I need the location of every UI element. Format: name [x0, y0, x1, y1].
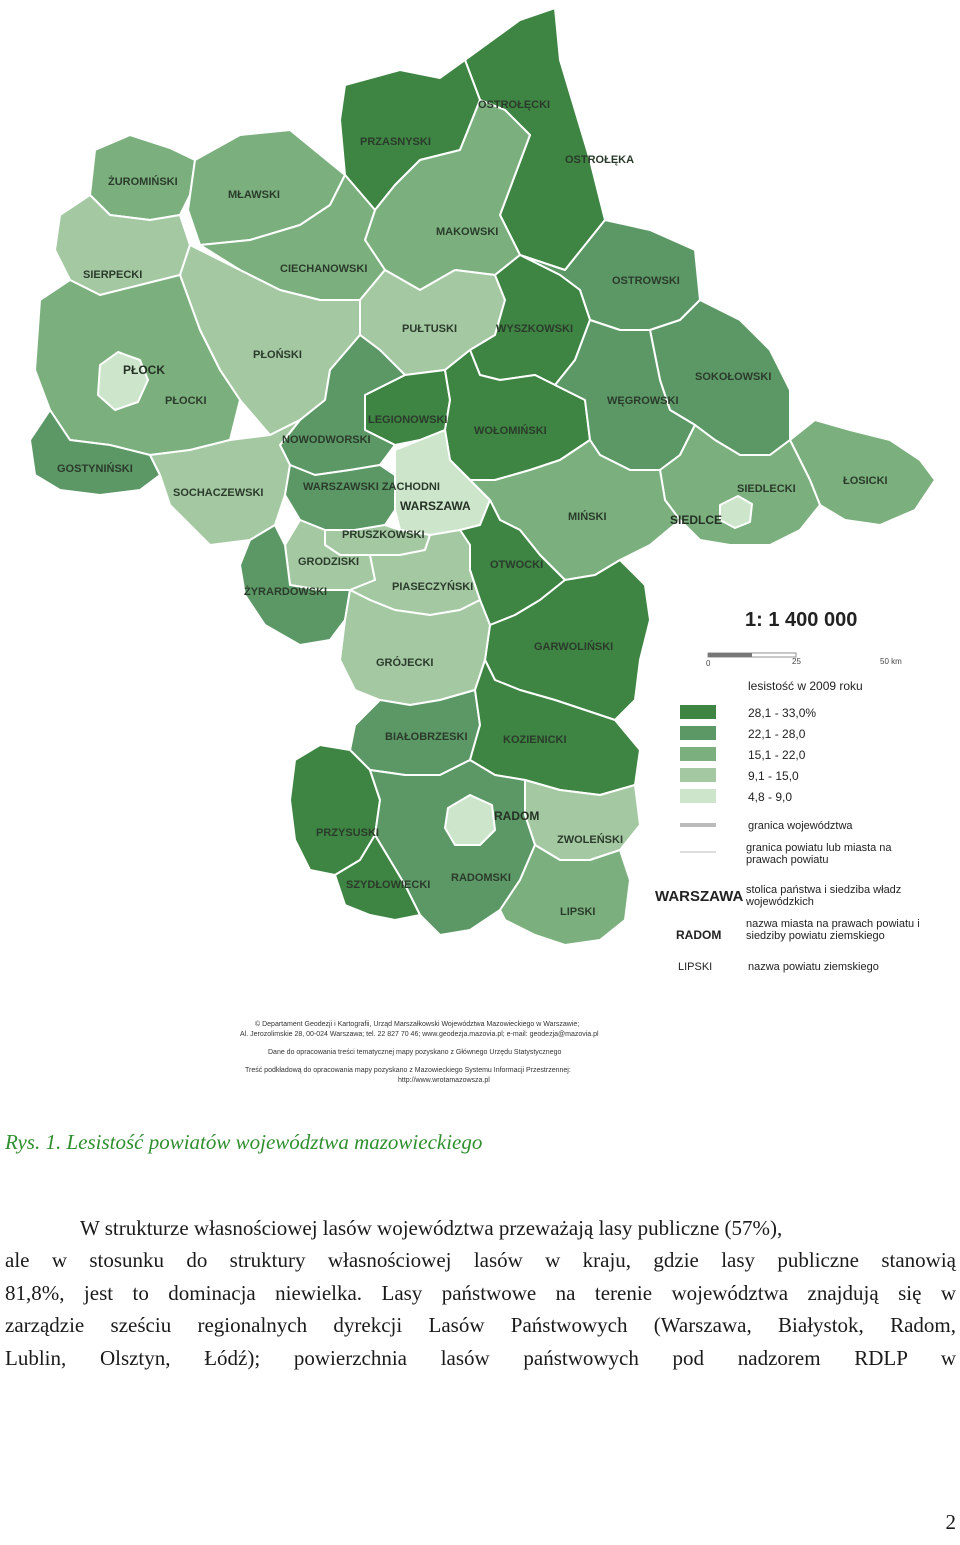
label-wolominski: WOŁOMIŃSKI — [474, 425, 547, 437]
label-pultuski: PUŁTUSKI — [402, 323, 457, 335]
label-lipski: LIPSKI — [560, 906, 596, 918]
label-plocki: PŁOCKI — [165, 395, 207, 407]
paragraph-line-3: 81,8%, jest to dominacja niewielka. Lasy państwowe na terenie województwa znajdują się w — [5, 1280, 956, 1305]
scale-tick-0: 0 — [706, 659, 711, 668]
legend-swatch-5 — [680, 789, 716, 803]
label-plock: PŁOCK — [123, 363, 165, 377]
label-przysuski: PRZYSUSKI — [316, 827, 379, 839]
label-przasnyski: PRZASNYSKI — [360, 136, 431, 148]
label-zyrardowski: ŻYRARDOWSKI — [244, 586, 328, 598]
label-mlawski: MŁAWSKI — [228, 189, 280, 201]
map-scale: 1: 1 400 000 — [745, 609, 858, 631]
scale-tick-50: 50 km — [880, 657, 902, 666]
district-zwolenski — [525, 780, 640, 860]
label-radom: RADOM — [494, 809, 540, 823]
legend-voivodeship-border: granica województwa — [748, 820, 853, 832]
label-pruszkowski: PRUSZKOWSKI — [342, 529, 425, 541]
label-nowodworski: NOWODWORSKI — [282, 434, 371, 446]
label-szydlowiecki: SZYDŁOWIECKI — [346, 879, 431, 891]
legend-sample-district: LIPSKI — [678, 961, 713, 973]
label-warszawa: WARSZAWA — [400, 499, 471, 513]
label-losicki: ŁOSICKI — [843, 475, 888, 487]
legend-class-4: 9,1 - 15,0 — [748, 769, 799, 783]
figure-caption: Rys. 1. Lesistość powiatów województwa mazowieckiego — [5, 1130, 483, 1154]
label-garwolinski: GARWOLIŃSKI — [534, 641, 614, 653]
legend-swatch-3 — [680, 747, 716, 761]
credit-line-1: © Departament Geodezji i Kartografii, Urząd Marszałkowski Województwa Mazowieckiego w Warszawie; — [255, 1021, 580, 1028]
legend-title: lesistość w 2009 roku — [748, 679, 863, 693]
label-sochaczewski: SOCHACZEWSKI — [173, 487, 264, 499]
label-zwolenski: ZWOLEŃSKI — [557, 834, 623, 846]
paragraph-line-1: W strukturze własnościowej lasów województwa przeważają lasy publiczne (57%), — [80, 1216, 783, 1240]
legend-sample-capital: WARSZAWA — [655, 888, 744, 905]
label-ostrowski: OSTROWSKI — [612, 275, 680, 287]
legend-class-2: 22,1 - 28,0 — [748, 727, 806, 741]
credit-line-3: Dane do opracowania treści tematycznej mapy pozyskano z Głównego Urzędu Statystycznego — [268, 1049, 562, 1056]
credit-line-5: http://www.wrotamazowsza.pl — [398, 1077, 490, 1084]
legend-swatch-1 — [680, 705, 716, 719]
label-radomski: RADOMSKI — [451, 872, 511, 884]
label-otwocki: OTWOCKI — [490, 559, 544, 571]
label-grodziski: GRODZISKI — [298, 556, 360, 568]
label-siedlecki: SIEDLECKI — [737, 483, 796, 495]
label-wegrowski: WĘGROWSKI — [607, 395, 679, 407]
legend — [655, 679, 946, 973]
label-minski: MIŃSKI — [568, 511, 607, 523]
credit-line-4: Treść podkładową do opracowania mapy pozyskano z Mazowieckiego Systemu Informacji Przestrzennej: — [245, 1067, 571, 1074]
label-sokolowski: SOKOŁOWSKI — [695, 371, 772, 383]
legend-city-text: nazwa miasta na prawach powiatu i siedziby powiatu ziemskiego — [746, 918, 920, 942]
label-legionowski: LEGIONOWSKI — [368, 414, 448, 426]
label-grojecki: GRÓJECKI — [376, 657, 434, 669]
label-gostyninski: GOSTYNIŃSKI — [57, 463, 133, 475]
label-warszawski-zachodni-text: WARSZAWSKI ZACHODNI — [303, 481, 440, 493]
label-bialobrzeski: BIAŁOBRZESKI — [385, 731, 468, 743]
legend-district-border: granica powiatu lub miasta na prawach powiatu — [746, 842, 892, 866]
paragraph-line-2: ale w stosunku do struktury własnościowej lasów w kraju, gdzie lasy publiczne stanowią — [5, 1248, 956, 1273]
scale-tick-25: 25 — [792, 657, 801, 666]
label-wyszkowski: WYSZKOWSKI — [496, 323, 573, 335]
label-makowski: MAKOWSKI — [436, 226, 499, 238]
legend-sample-city: RADOM — [676, 928, 722, 942]
label-zurominski: ŻUROMIŃSKI — [108, 176, 178, 188]
page-number: 2 — [945, 1510, 956, 1534]
label-siedlce: SIEDLCE — [670, 513, 723, 527]
label-ciechanowski: CIECHANOWSKI — [280, 263, 368, 275]
legend-district-text: nazwa powiatu ziemskiego — [748, 961, 879, 973]
label-ostrolecki: OSTROŁĘCKI — [478, 99, 551, 111]
label-ostroleka: OSTROŁĘKA — [565, 154, 635, 166]
paragraph-line-4: zarządzie sześciu regionalnych dyrekcji Lasów Państwowych (Warszawa, Białystok, Radom, — [5, 1313, 956, 1338]
label-piaseczynski: PIASECZYŃSKI — [392, 581, 474, 593]
label-sierpecki: SIERPECKI — [83, 269, 143, 281]
credit-line-2: Al. Jerozolimskie 28, 00-024 Warszawa; tel. 22 827 70 46; www.geodezja.mazovia.pl; e-mail: geodezja@mazovia.pl — [240, 1031, 599, 1038]
legend-swatch-4 — [680, 768, 716, 782]
legend-capital-text: stolica państwa i siedziba władz wojewódzkich — [746, 884, 902, 908]
paragraph-line-5: Lublin, Olsztyn, Łódź); powierzchnia lasów państwowych pod nadzorem RDLP w — [5, 1345, 956, 1370]
label-plonski: PŁOŃSKI — [253, 349, 302, 361]
label-warszawski-zachodni — [303, 481, 440, 493]
body-paragraph — [5, 1212, 956, 1374]
legend-class-1: 28,1 - 33,0% — [748, 706, 817, 720]
scale-bar — [706, 653, 902, 668]
label-kozienicki: KOZIENICKI — [503, 734, 567, 746]
map-credits — [240, 1020, 599, 1084]
legend-class-3: 15,1 - 22,0 — [748, 748, 806, 762]
legend-swatch-2 — [680, 726, 716, 740]
legend-class-5: 4,8 - 9,0 — [748, 790, 793, 804]
